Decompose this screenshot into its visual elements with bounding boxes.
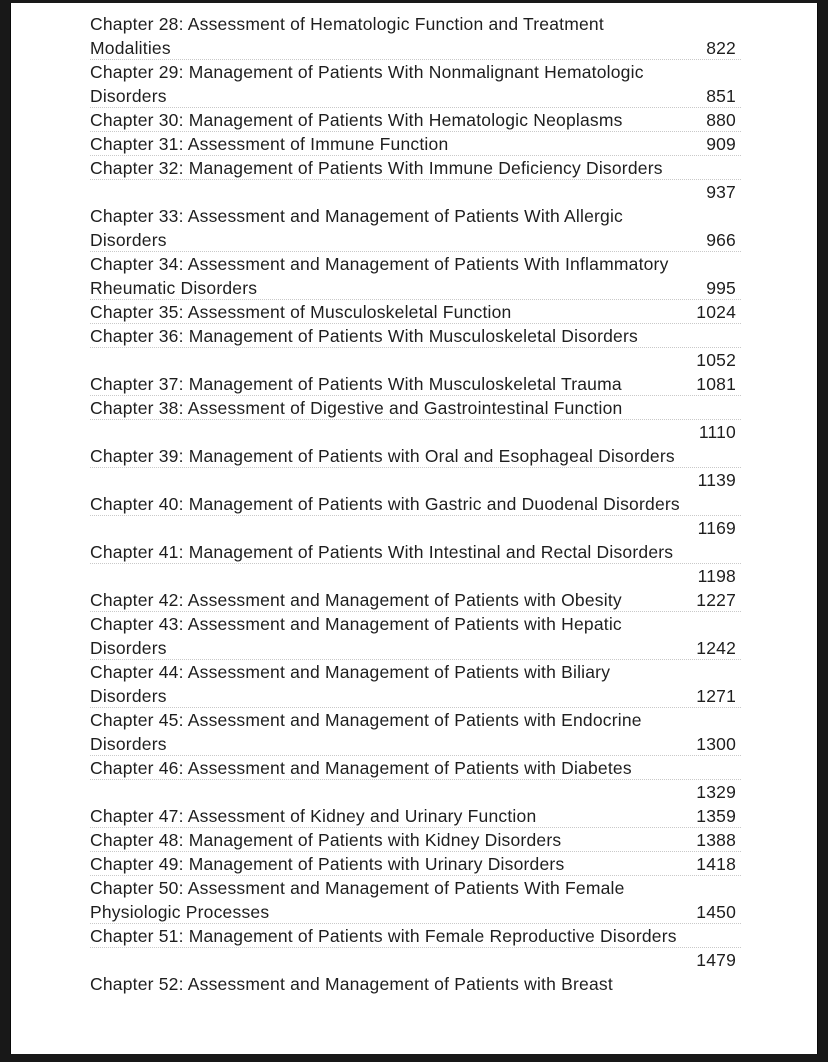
toc-line-text: Chapter 29: Management of Patients With Nonmalignant Hematologic <box>90 62 644 82</box>
toc-line-35[interactable] <box>90 828 741 852</box>
toc-line-text: Chapter 52: Assessment and Management of Patients with Breast <box>90 974 613 994</box>
toc-line-1[interactable] <box>90 12 741 36</box>
toc-page-number: 1388 <box>696 830 736 850</box>
toc-page-number: 1359 <box>696 806 736 826</box>
toc-line-text: Chapter 47: Assessment of Kidney and Urinary Function <box>90 806 537 826</box>
toc-line-text: Chapter 37: Management of Patients With Musculoskeletal Trauma <box>90 374 622 394</box>
toc-line-14[interactable] <box>90 324 741 348</box>
toc-line-text: Chapter 35: Assessment of Musculoskeletal Function <box>90 302 512 322</box>
toc-page-number: 937 <box>706 182 736 202</box>
toc-line-41[interactable] <box>90 972 741 996</box>
toc-page-number: 1418 <box>696 854 736 874</box>
toc-page-number: 1081 <box>696 374 736 394</box>
toc-page-number: 880 <box>706 110 736 130</box>
toc-line-text: Chapter 51: Management of Patients with Female Reproductive Disorders <box>90 926 677 946</box>
toc-line-6[interactable] <box>90 132 741 156</box>
toc-line-text: Chapter 42: Assessment and Management of Patients with Obesity <box>90 590 622 610</box>
toc-page-number: 1479 <box>696 950 736 970</box>
toc-line-30[interactable] <box>90 708 741 732</box>
toc-line-18[interactable] <box>90 420 741 444</box>
toc-line-3[interactable] <box>90 60 741 84</box>
toc-line-text: Chapter 30: Management of Patients With Hematologic Neoplasms <box>90 110 623 130</box>
toc-line-17[interactable] <box>90 396 741 420</box>
toc-line-22[interactable] <box>90 516 741 540</box>
toc-page-number: 1052 <box>696 350 736 370</box>
toc-page-number: 822 <box>706 38 736 58</box>
toc-line-text: Chapter 41: Management of Patients With Intestinal and Rectal Disorders <box>90 542 674 562</box>
toc-line-36[interactable] <box>90 852 741 876</box>
toc-line-text: Disorders <box>90 686 167 706</box>
toc-line-40[interactable] <box>90 948 741 972</box>
toc-line-23[interactable] <box>90 540 741 564</box>
toc-line-text: Chapter 36: Management of Patients With Musculoskeletal Disorders <box>90 326 638 346</box>
toc-page-number: 1110 <box>698 422 736 442</box>
toc-line-12[interactable] <box>90 276 741 300</box>
toc-page-number: 966 <box>706 230 736 250</box>
toc-page-number: 1169 <box>697 518 736 538</box>
toc-line-text: Rheumatic Disorders <box>90 278 258 298</box>
toc-line-text: Chapter 33: Assessment and Management of Patients With Allergic <box>90 206 624 226</box>
toc-line-text: Chapter 45: Assessment and Management of Patients with Endocrine <box>90 710 642 730</box>
toc-line-15[interactable] <box>90 348 741 372</box>
toc-line-21[interactable] <box>90 492 741 516</box>
toc-line-text: Chapter 46: Assessment and Management of Patients with Diabetes <box>90 758 632 778</box>
toc-page-number: 1139 <box>697 470 736 490</box>
toc-page-number: 1242 <box>696 638 736 658</box>
toc-line-5[interactable] <box>90 108 741 132</box>
toc-line-text: Disorders <box>90 230 167 250</box>
toc-page-number: 1450 <box>696 902 736 922</box>
toc-page-number: 1329 <box>696 782 736 802</box>
toc-page-number: 1271 <box>696 686 736 706</box>
toc-line-39[interactable] <box>90 924 741 948</box>
toc-line-text: Disorders <box>90 638 167 658</box>
toc-line-11[interactable] <box>90 252 741 276</box>
toc-line-7[interactable] <box>90 156 741 180</box>
toc-line-33[interactable] <box>90 780 741 804</box>
toc-line-text: Disorders <box>90 734 167 754</box>
toc-page-number: 851 <box>706 86 736 106</box>
toc-line-31[interactable] <box>90 732 741 756</box>
toc-line-4[interactable] <box>90 84 741 108</box>
toc-line-13[interactable] <box>90 300 741 324</box>
toc-page <box>10 3 818 1054</box>
toc-line-text: Chapter 50: Assessment and Management of Patients With Female <box>90 878 625 898</box>
toc-line-26[interactable] <box>90 612 741 636</box>
toc-page-number: 995 <box>706 278 736 298</box>
toc-line-text: Chapter 28: Assessment of Hematologic Function and Treatment <box>90 14 604 34</box>
toc-line-text: Chapter 31: Assessment of Immune Function <box>90 134 449 154</box>
toc-page-number: 1198 <box>697 566 736 586</box>
toc-line-37[interactable] <box>90 876 741 900</box>
toc-line-9[interactable] <box>90 204 741 228</box>
toc-page-number: 1024 <box>696 302 736 322</box>
toc-line-24[interactable] <box>90 564 741 588</box>
toc-line-16[interactable] <box>90 372 741 396</box>
toc-line-text: Chapter 49: Management of Patients with Urinary Disorders <box>90 854 565 874</box>
toc-line-19[interactable] <box>90 444 741 468</box>
toc-line-text: Chapter 34: Assessment and Management of Patients With Inflammatory <box>90 254 669 274</box>
toc-line-text: Chapter 39: Management of Patients with Oral and Esophageal Disorders <box>90 446 675 466</box>
toc-page-number: 909 <box>706 134 736 154</box>
toc-page-number: 1300 <box>696 734 736 754</box>
toc-line-34[interactable] <box>90 804 741 828</box>
toc-line-text: Chapter 48: Management of Patients with Kidney Disorders <box>90 830 562 850</box>
toc-line-text: Chapter 32: Management of Patients With Immune Deficiency Disorders <box>90 158 663 178</box>
toc-line-8[interactable] <box>90 180 741 204</box>
toc-line-27[interactable] <box>90 636 741 660</box>
toc-line-28[interactable] <box>90 660 741 684</box>
toc-line-text: Chapter 38: Assessment of Digestive and Gastrointestinal Function <box>90 398 623 418</box>
toc-line-text: Chapter 44: Assessment and Management of Patients with Biliary <box>90 662 611 682</box>
toc-line-text: Chapter 43: Assessment and Management of Patients with Hepatic <box>90 614 622 634</box>
toc-line-32[interactable] <box>90 756 741 780</box>
toc-line-text: Modalities <box>90 38 171 58</box>
toc-line-20[interactable] <box>90 468 741 492</box>
toc-line-text: Chapter 40: Management of Patients with Gastric and Duodenal Disorders <box>90 494 680 514</box>
toc-line-10[interactable] <box>90 228 741 252</box>
toc-line-text: Physiologic Processes <box>90 902 270 922</box>
toc-line-25[interactable] <box>90 588 741 612</box>
toc-lines <box>90 12 741 996</box>
toc-line-text: Disorders <box>90 86 167 106</box>
toc-line-29[interactable] <box>90 684 741 708</box>
toc-line-2[interactable] <box>90 36 741 60</box>
toc-page-number: 1227 <box>696 590 736 610</box>
toc-line-38[interactable] <box>90 900 741 924</box>
